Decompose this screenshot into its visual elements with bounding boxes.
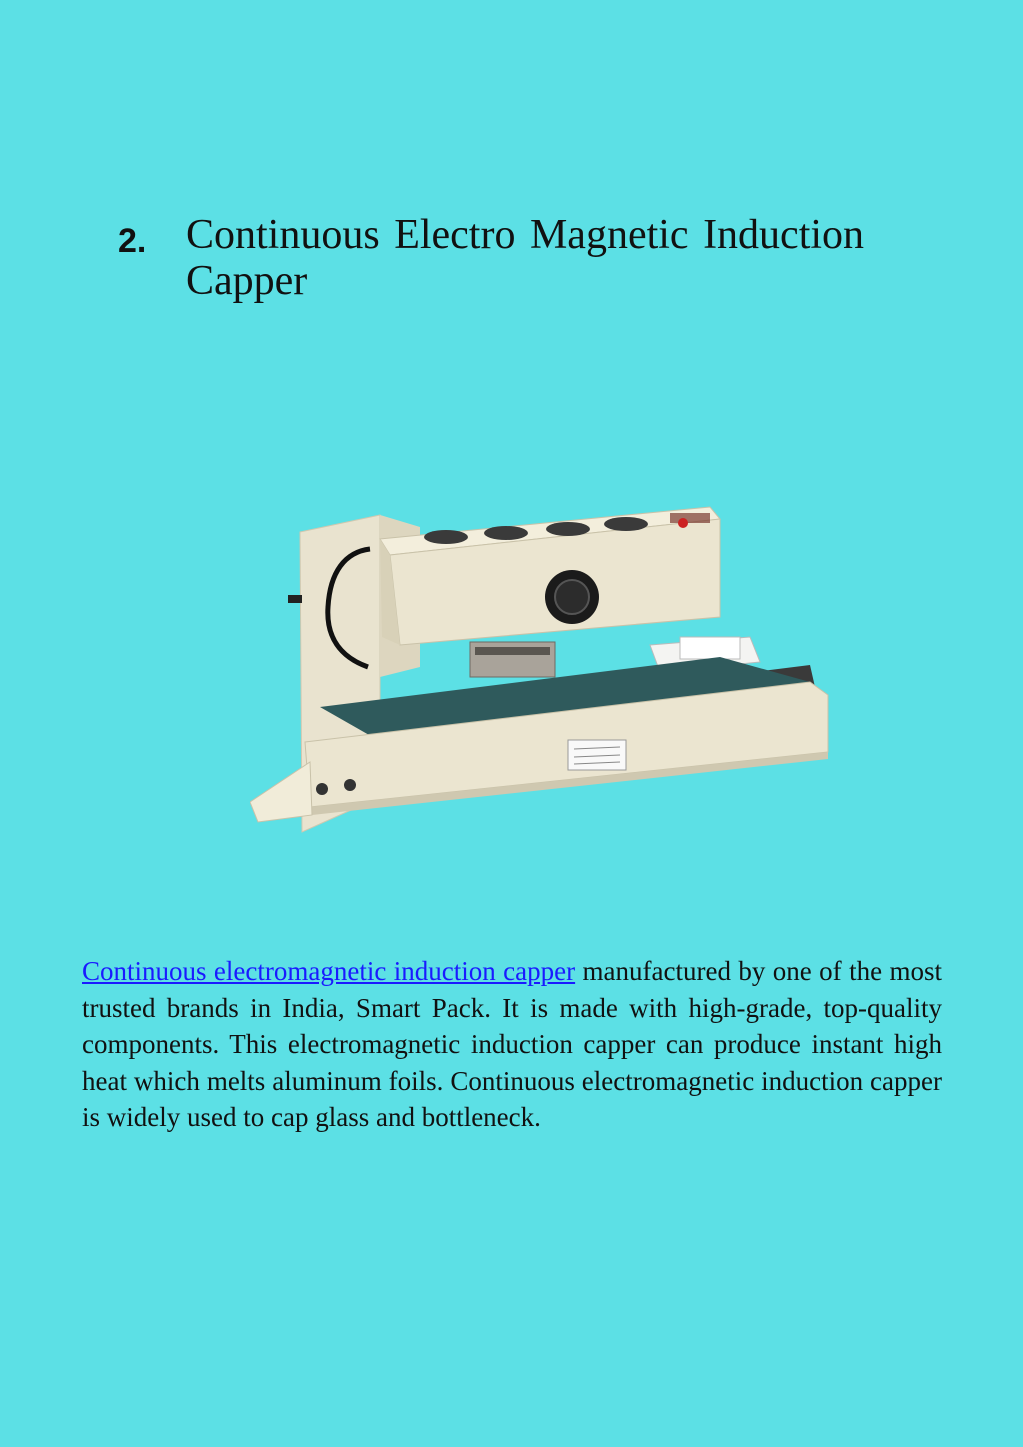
description-paragraph — [82, 953, 942, 1136]
description-link[interactable]: Continuous electromagnetic induction capper — [82, 956, 576, 986]
heading-number: 2. — [118, 222, 147, 260]
description-body: manufactured by one of the most trusted brands in India, Smart Pack. It is made with high-grade, top-quality components. This electromagnetic induction capper can produce instant high heat which melts aluminum foils. Continuous electromagnetic induction capper is widely used to cap glass and bottleneck. — [82, 956, 942, 1132]
heading-title: Continuous Electro Magnetic Induction Capper — [186, 212, 865, 304]
product-image — [250, 497, 832, 835]
